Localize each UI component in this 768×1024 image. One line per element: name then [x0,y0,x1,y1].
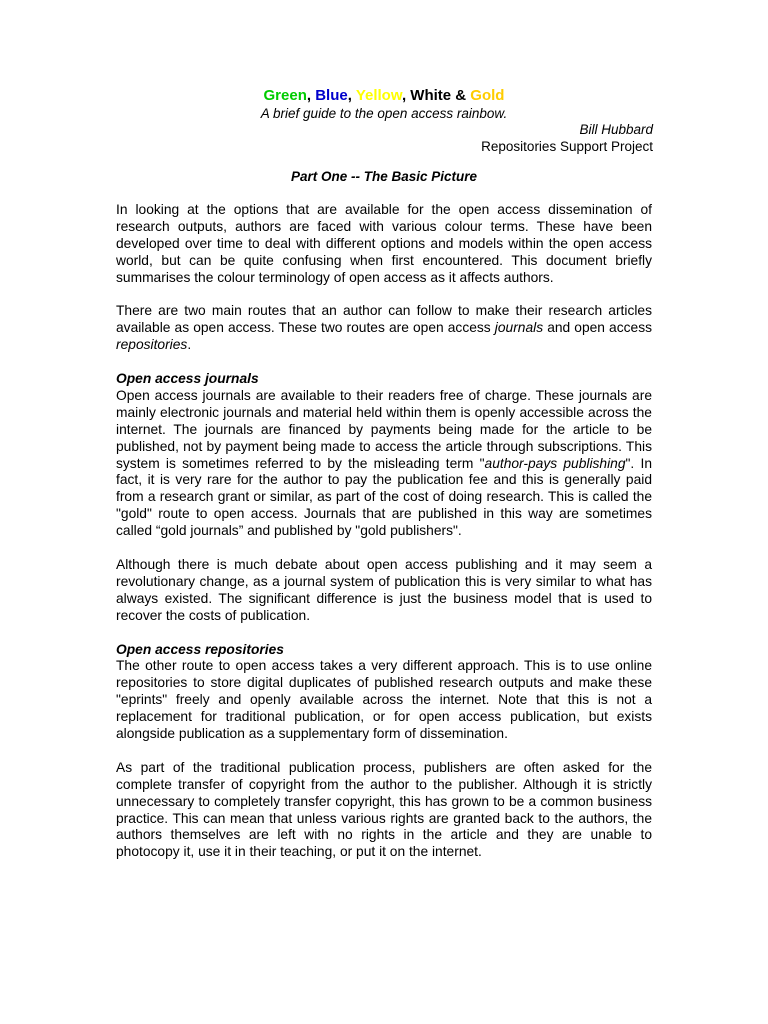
routes-text-c: . [187,337,192,353]
heading-open-access-journals: Open access journals [116,371,259,387]
author-block [481,121,653,155]
document-title [0,86,768,106]
title-yellow: Yellow [355,87,402,104]
author-project: Repositories Support Project [481,139,653,154]
document-body [116,202,652,878]
title-white: White & [410,87,471,104]
paragraph-journals [116,388,652,540]
journals-text-a: Open access journals are available to their readers free of charge. These journals are mainly electronic journals and material held within them is openly accessible across the internet. The journals are financed by payments being made for the article to be published, not by payment being made to access the article through subscriptions. This system is sometimes referred to by the misleading term " [116,387,652,471]
paragraph-routes [116,303,652,354]
routes-journals: journals [494,320,544,336]
paragraph-copyright: As part of the traditional publication process, publishers are often asked for the complete transfer of copyright from the author to the publisher. Although it is strictly unnecessary to completely transfer copyright, this has grown to be a common business practice. This can mean that unless various rights are granted back to the authors, the authors themselves are left with no rights in the article and they are unable to photocopy it, use it in their teaching, or put it on the internet. [116,759,652,860]
title-gold: Gold [470,87,505,104]
paragraph-intro: In looking at the options that are available for the open access dissemination of research outputs, authors are faced with various colour terms. These have been developed over time to deal with different options and models within the open access world, but can be quite confusing when first encountered. This document briefly summarises the colour terminology of open access as it affects authors. [116,202,652,285]
paragraph-debate: Although there is much debate about open access publishing and it may seem a revolutionary change, as a journal system of publication this is very similar to what has always existed. The significant difference is just the business model that is used to recover the costs of publication. [116,556,652,623]
title-blue: Blue [315,87,348,104]
author-name: Bill Hubbard [579,122,653,137]
routes-text-b: and open access [543,320,652,336]
title-sep-3: , [401,87,411,104]
part-heading: Part One -- The Basic Picture [290,169,478,184]
title-sep-2: , [347,87,356,104]
paragraph-repositories: The other route to open access takes a very different approach. This is to use online repositories to store digital duplicates of published research outputs and make these "eprints" freely and openly available across the internet. Note that this is not a replacement for traditional publication, or for open access publication, but exists alongside publication as a supplementary form of dissemination. [116,658,652,742]
journals-text-b: ". In fact, it is very rare for the author to pay the publication fee and this is generally paid from a research grant or similar, as part of the cost of doing research. This is called the "gold" route to open access. Journals that are published in this way are sometimes called “gold journals” and published by "gold publishers". [116,455,652,539]
routes-text-a: There are two main routes that an author can follow to make their research articles available as open access. These two routes are open access [116,303,652,336]
title-sep-1: , [306,87,316,104]
heading-open-access-repositories: Open access repositories [116,641,284,657]
routes-repositories: repositories [116,337,188,353]
title-green: Green [263,87,307,104]
journals-term: author-pays publishing [484,455,626,471]
document-subtitle: A brief guide to the open access rainbow. [260,106,508,121]
